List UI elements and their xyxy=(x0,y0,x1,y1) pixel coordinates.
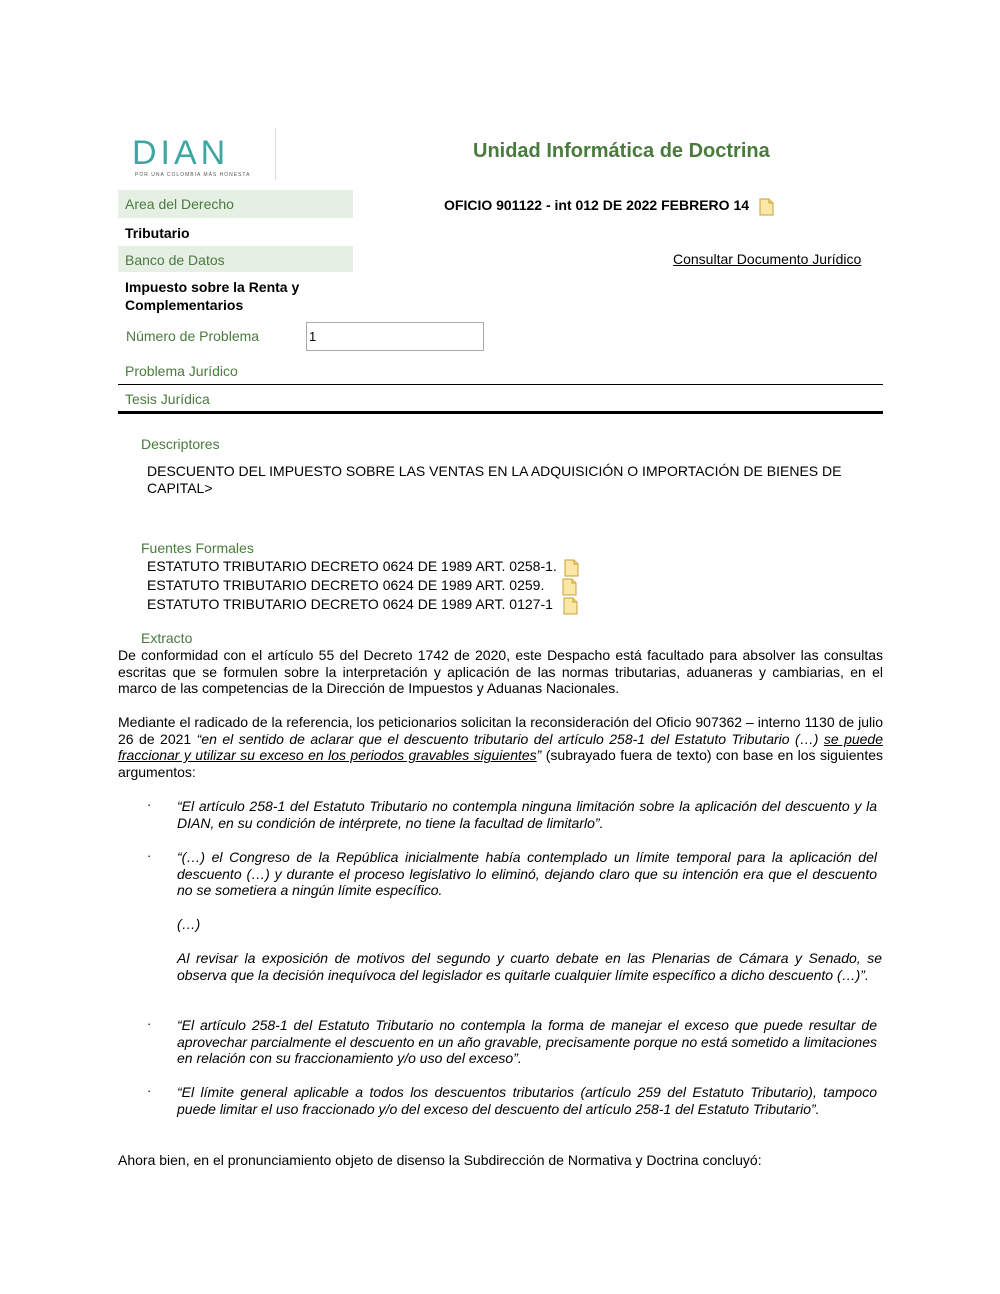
descriptores-label: Descriptores xyxy=(141,436,220,452)
bullet-ellipsis: (…) xyxy=(177,916,201,932)
logo-tagline: POR UNA COLOMBIA MÁS HONESTA xyxy=(135,172,251,178)
bullet-item: “(…) el Congreso de la República inicialmente había contemplado un límite temporal para la aplicación del descuento (…) y durante el proceso legislativo lo eliminó, dejando claro que su intención era que el descuento no se sometiera a ningún límite específico. xyxy=(177,849,877,898)
bullet-marker: · xyxy=(147,1016,152,1031)
bullet-marker: · xyxy=(147,797,152,812)
area-value: Tributario xyxy=(125,225,190,241)
paragraph-text: (subrayado fuera de texto) con base en los siguientes argumentos: xyxy=(118,747,884,780)
bullet-item: “El artículo 258-1 del Estatuto Tributario no contempla la forma de manejar el exceso que puede resultar de aprovechar parcialmente el descuento en un año gravable, precisamente porque no está sometido a limitaciones en relación con su fraccionamiento y/o uso del exceso”. xyxy=(177,1017,877,1066)
bullet-continuation: Al revisar la exposición de motivos del segundo y cuarto debate en las Plenarias de Cámara y Senado, se observa que la decisión inequívoca del legislador es quitarle cualquier límite específico a dicho descuento (…)”. xyxy=(177,950,882,983)
banco-value-line-1: Impuesto sobre la Renta y xyxy=(125,279,300,295)
fuente-item xyxy=(147,595,576,613)
problema-label: Problema Jurídico xyxy=(125,363,238,379)
fuente-text: ESTATUTO TRIBUTARIO DECRETO 0624 DE 1989 ART. 0259. xyxy=(147,577,545,593)
numero-label: Número de Problema xyxy=(126,328,260,344)
descriptores-line-2: CAPITAL> xyxy=(147,480,213,496)
quote-text: “en el sentido de aclarar que el descuento tributario del artículo 258-1 del Estatuto Tributario (…) xyxy=(196,730,824,747)
bullet-item: “El artículo 258-1 del Estatuto Tributario no contempla ninguna limitación sobre la aplicación del descuento y la DIAN, en su condición de intérprete, no tiene la facultad de limitarlo”. xyxy=(177,798,877,831)
extracto-paragraph: Ahora bien, en el pronunciamiento objeto de disenso la Subdirección de Normativa y Doctrina concluyó: xyxy=(118,1152,762,1168)
document-icon[interactable] xyxy=(563,597,576,613)
fuente-item xyxy=(147,576,575,594)
banco-label: Banco de Datos xyxy=(125,252,225,268)
numero-problema-input[interactable] xyxy=(306,322,484,351)
bullet-item: “El límite general aplicable a todos los descuentos tributarios (artículo 259 del Estatuto Tributario), tampoco puede limitar el uso fraccionado y/o del exceso del descuento del artículo 258-1 del Estatuto Tributario”. xyxy=(177,1084,877,1117)
fuente-item xyxy=(147,557,577,575)
logo-wordmark: DIAN xyxy=(132,134,230,172)
oficio-title xyxy=(444,197,772,214)
extracto-label: Extracto xyxy=(141,630,193,646)
quote-close: ” xyxy=(536,747,542,763)
fuentes-label: Fuentes Formales xyxy=(141,540,254,556)
paragraph-text: Mediante el radicado de la referencia, los peticionarios solicitan la reconsideración del Oficio 907362 – interno 1130 de julio 26 de 2021 xyxy=(118,714,883,747)
consultar-documento-link[interactable]: Consultar Documento Jurídico xyxy=(673,251,862,267)
divider xyxy=(118,384,883,385)
page-title: Unidad Informática de Doctrina xyxy=(473,140,770,162)
extracto-paragraph: De conformidad con el artículo 55 del Decreto 1742 de 2020, este Despacho está facultado para absolver las consultas escritas que se formulen sobre la interpretación y aplicación de las normas tributarias, aduaneras y cambiarias, en el marco de las competencias de la Dirección de Impuestos y Aduanas Nacionales. xyxy=(118,647,883,696)
fuente-text: ESTATUTO TRIBUTARIO DECRETO 0624 DE 1989 ART. 0258-1. xyxy=(147,558,557,574)
area-label: Area del Derecho xyxy=(125,196,234,212)
oficio-text: OFICIO 901122 - int 012 DE 2022 FEBRERO 14 xyxy=(444,197,750,213)
logo-divider xyxy=(275,128,276,180)
descriptores-line-1: DESCUENTO DEL IMPUESTO SOBRE LAS VENTAS EN LA ADQUISICIÓN O IMPORTACIÓN DE BIENES DE xyxy=(147,463,842,479)
extracto-paragraph xyxy=(118,714,883,780)
bullet-marker: · xyxy=(147,1083,152,1098)
bullet-marker: · xyxy=(147,848,152,863)
banco-value-line-2: Complementarios xyxy=(125,297,244,313)
document-icon[interactable] xyxy=(759,198,772,214)
fuente-text: ESTATUTO TRIBUTARIO DECRETO 0624 DE 1989 ART. 0127-1 xyxy=(147,596,553,612)
divider-thick xyxy=(118,411,883,414)
dian-logo xyxy=(127,128,282,184)
document-icon[interactable] xyxy=(562,578,575,594)
tesis-label: Tesis Jurídica xyxy=(125,391,210,407)
document-icon[interactable] xyxy=(564,559,577,575)
underlined-quote: se puede fraccionar y utilizar su exceso en los periodos gravables siguientes xyxy=(118,730,884,763)
